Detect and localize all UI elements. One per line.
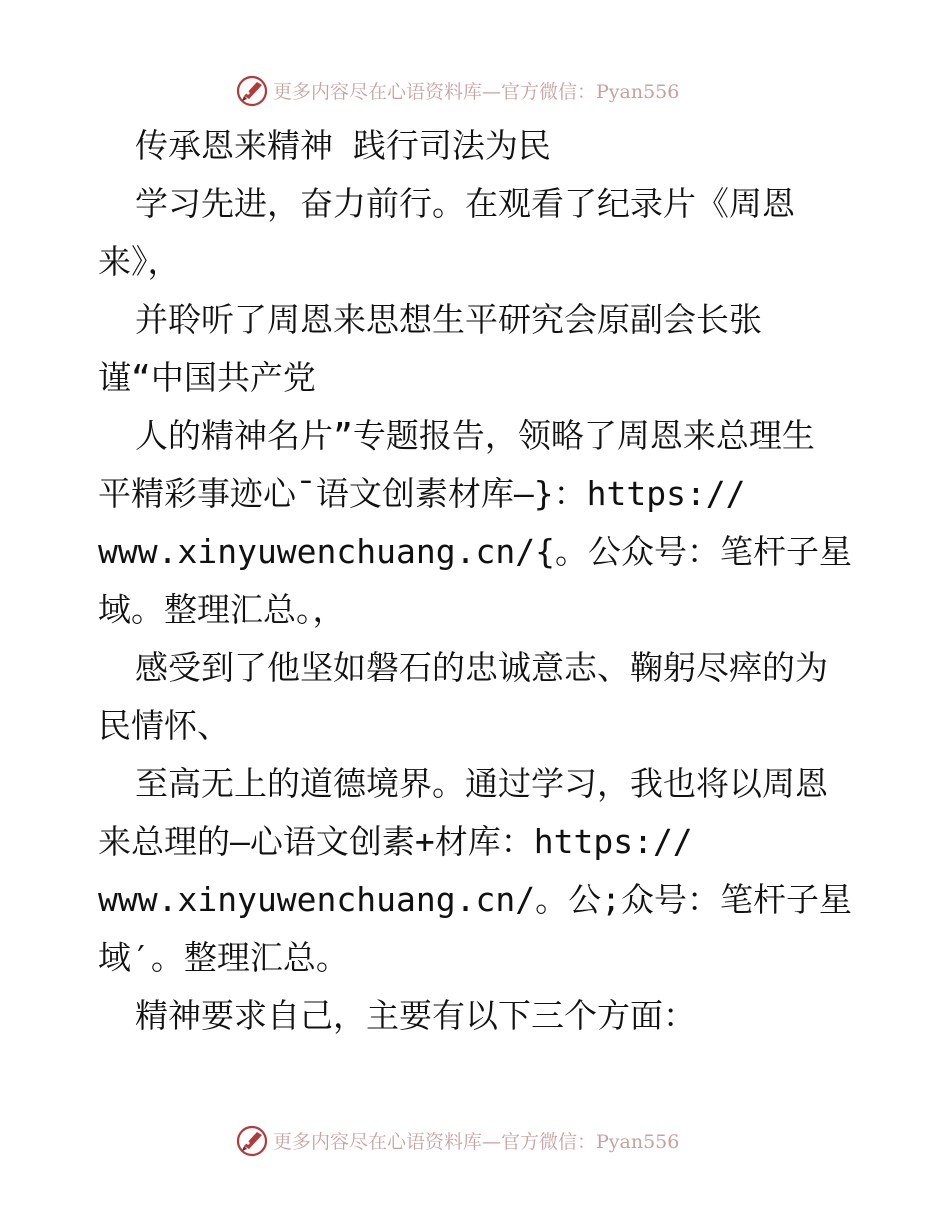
text-line: 谨“中国共产党 (98, 358, 316, 397)
article-body (98, 117, 858, 1045)
text-line: 至高无上的道德境界。通过学习，我也将以周恩 (135, 764, 828, 803)
text-line: 民情怀、 (98, 706, 230, 745)
text-line: 人的精神名片”专题报告，领略了周恩来总理生 (135, 416, 815, 455)
text-line: 来》， (98, 242, 181, 281)
pen-logo-icon (235, 73, 269, 107)
footer-banner[interactable] (235, 1122, 679, 1158)
footer-banner-text: 更多内容尽在心语资料库—官方微信：Pyan556 (273, 1130, 680, 1153)
text-line: 感受到了他坚如磐石的忠诚意志、鞠躬尽瘁的为 (135, 648, 828, 687)
header-banner-text: 更多内容尽在心语资料库—官方微信：Pyan556 (273, 80, 680, 103)
text-line: 域′。整理汇总。 (98, 938, 349, 977)
text-line: 并聆听了周恩来思想生平研究会原副会长张 (135, 300, 762, 339)
pen-logo-icon (235, 1123, 269, 1157)
text-line: 域。整理汇总。， (98, 590, 346, 629)
text-line: 平精彩事迹心¯语文创素材库—}：https:// (98, 474, 746, 513)
text-line: 传承恩来精神 践行司法为民 (135, 126, 551, 165)
text-line: 来总理的—心语文创素+材库：https:// (98, 822, 693, 861)
text-line: 学习先进，奋力前行。在观看了纪录片《周恩 (135, 184, 795, 223)
text-line: www.xinyuwenchuang.cn/。公;众号：笔杆子星 (98, 880, 852, 919)
text-line: www.xinyuwenchuang.cn/{。公众号：笔杆子星 (98, 532, 852, 571)
text-line: 精神要求自己，主要有以下三个方面： (135, 996, 696, 1035)
header-banner[interactable] (235, 72, 679, 108)
